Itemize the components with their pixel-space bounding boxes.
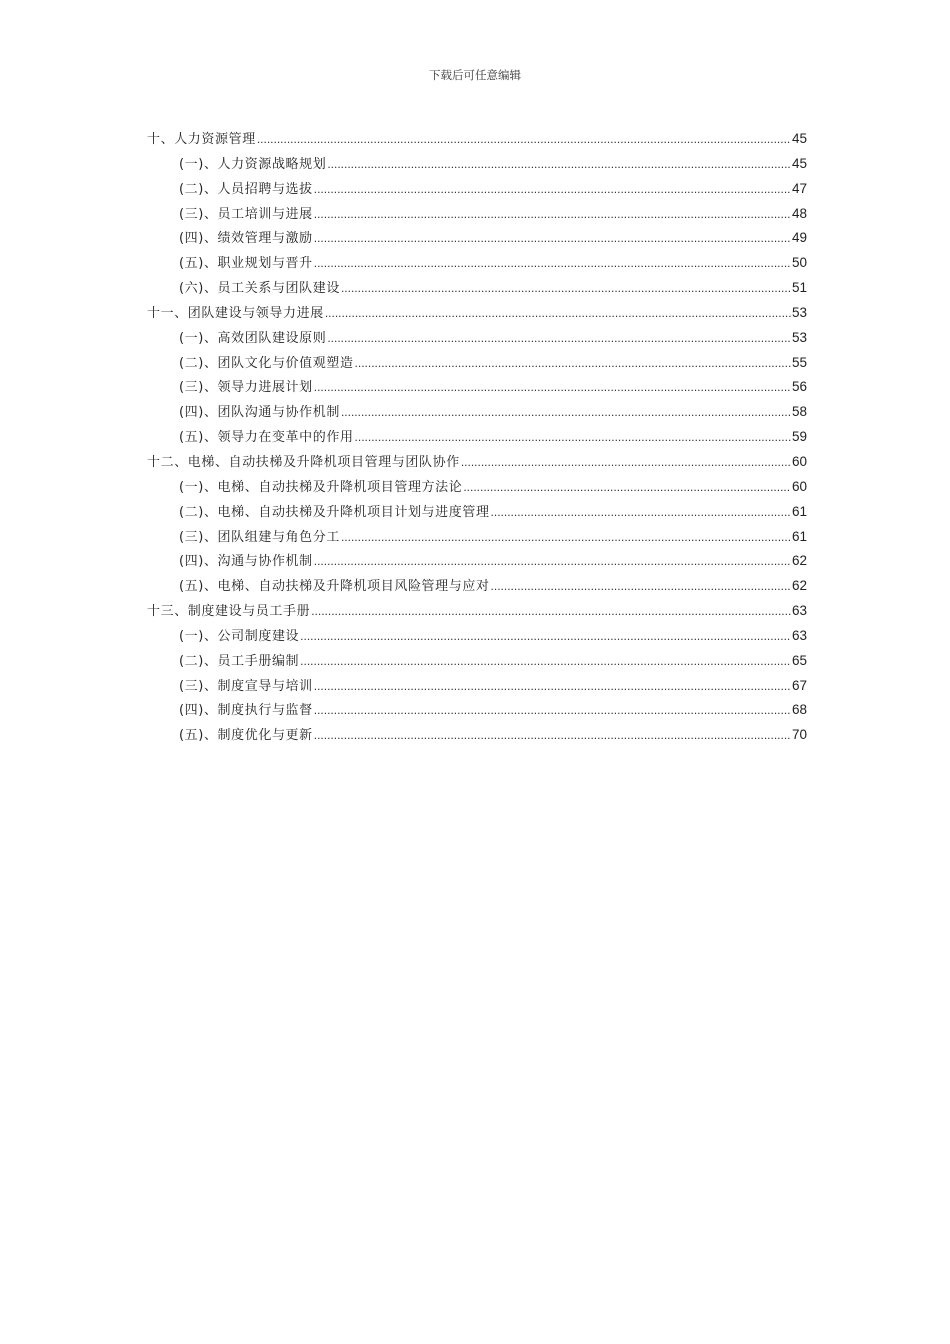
toc-page-number: 65: [791, 652, 807, 668]
toc-chapter-entry[interactable]: [147, 599, 807, 624]
toc-section-entry[interactable]: [147, 624, 807, 649]
toc-chapter-entry[interactable]: [147, 127, 807, 152]
toc-entry-title: (四)、绩效管理与激励: [179, 231, 313, 247]
toc-page-number: 62: [791, 553, 807, 569]
toc-section-entry[interactable]: [147, 375, 807, 400]
toc-dot-leader: [327, 152, 791, 177]
toc-page-number: 58: [791, 404, 807, 420]
toc-section-entry[interactable]: [147, 226, 807, 251]
toc-page-number: 59: [791, 429, 807, 445]
toc-chapter-entry[interactable]: [147, 450, 807, 475]
toc-entry-title: (二)、人员招聘与选拔: [179, 181, 313, 197]
toc-dot-leader: [314, 375, 791, 400]
toc-dot-leader: [314, 549, 791, 574]
toc-dot-leader: [341, 400, 791, 425]
toc-page-number: 49: [791, 230, 807, 246]
toc-page-number: 63: [791, 603, 807, 619]
toc-section-entry[interactable]: [147, 276, 807, 301]
toc-dot-leader: [300, 649, 791, 674]
toc-dot-leader: [355, 425, 791, 450]
toc-section-entry[interactable]: [147, 177, 807, 202]
toc-dot-leader: [314, 674, 791, 699]
toc-page-number: 45: [791, 155, 807, 171]
toc-page-number: 47: [791, 180, 807, 196]
toc-page-number: 48: [791, 205, 807, 221]
toc-page-number: 61: [791, 528, 807, 544]
toc-dot-leader: [311, 599, 791, 624]
toc-entry-title: 十、人力资源管理: [147, 132, 256, 147]
toc-section-entry[interactable]: [147, 425, 807, 450]
toc-entry-title: (二)、团队文化与价值观塑造: [179, 355, 354, 371]
toc-entry-title: 十一、团队建设与领导力进展: [147, 305, 324, 321]
toc-dot-leader: [325, 301, 791, 326]
toc-page-number: 68: [791, 702, 807, 718]
toc-section-entry[interactable]: [147, 723, 807, 748]
toc-section-entry[interactable]: [147, 351, 807, 376]
toc-section-entry[interactable]: [147, 202, 807, 227]
toc-entry-title: (一)、公司制度建设: [179, 628, 300, 644]
toc-entry-title: (五)、制度优化与更新: [179, 728, 313, 744]
toc-page-number: 61: [791, 503, 807, 519]
toc-entry-title: 十二、电梯、自动扶梯及升降机项目管理与团队协作: [147, 454, 460, 470]
toc-dot-leader: [341, 276, 791, 301]
toc-entry-title: (一)、高效团队建设原则: [179, 330, 327, 346]
toc-dot-leader: [491, 500, 791, 525]
toc-section-entry[interactable]: [147, 549, 807, 574]
toc-dot-leader: [257, 127, 791, 152]
toc-dot-leader: [314, 226, 791, 251]
toc-page-number: 70: [791, 727, 807, 743]
toc-dot-leader: [327, 326, 791, 351]
toc-entry-title: (六)、员工关系与团队建设: [179, 281, 340, 297]
toc-page-number: 51: [791, 280, 807, 296]
toc-dot-leader: [463, 475, 791, 500]
toc-section-entry[interactable]: [147, 251, 807, 276]
toc-entry-title: (五)、职业规划与晋升: [179, 256, 313, 272]
toc-entry-title: (五)、电梯、自动扶梯及升降机项目风险管理与应对: [179, 579, 490, 595]
toc-page-number: 56: [791, 379, 807, 395]
toc-entry-title: (四)、制度执行与监督: [179, 703, 313, 719]
toc-section-entry[interactable]: [147, 698, 807, 723]
toc-section-entry[interactable]: [147, 400, 807, 425]
toc-page-number: 50: [791, 255, 807, 271]
toc-page-number: 45: [791, 131, 807, 146]
toc-page-number: 67: [791, 677, 807, 693]
toc-section-entry[interactable]: [147, 525, 807, 550]
toc-section-entry[interactable]: [147, 674, 807, 699]
table-of-contents: [147, 127, 807, 748]
toc-page-number: 55: [791, 354, 807, 370]
toc-section-entry[interactable]: [147, 500, 807, 525]
toc-entry-title: (四)、团队沟通与协作机制: [179, 405, 340, 421]
toc-dot-leader: [461, 450, 791, 475]
toc-dot-leader: [314, 177, 791, 202]
toc-page-number: 53: [791, 304, 807, 320]
toc-section-entry[interactable]: [147, 152, 807, 177]
toc-section-entry[interactable]: [147, 475, 807, 500]
toc-page-number: 62: [791, 578, 807, 594]
toc-entry-title: (二)、电梯、自动扶梯及升降机项目计划与进度管理: [179, 504, 490, 520]
page-header-note: 下载后可任意编辑: [429, 68, 521, 82]
toc-entry-title: (一)、电梯、自动扶梯及升降机项目管理方法论: [179, 479, 463, 495]
toc-dot-leader: [314, 723, 791, 748]
toc-dot-leader: [314, 698, 791, 723]
toc-dot-leader: [300, 624, 791, 649]
toc-entry-title: (三)、团队组建与角色分工: [179, 529, 340, 545]
toc-section-entry[interactable]: [147, 326, 807, 351]
toc-entry-title: (三)、制度宣导与培训: [179, 678, 313, 694]
toc-entry-title: (三)、领导力进展计划: [179, 380, 313, 396]
toc-entry-title: (五)、领导力在变革中的作用: [179, 430, 354, 446]
toc-entry-title: (四)、沟通与协作机制: [179, 554, 313, 570]
toc-entry-title: (一)、人力资源战略规划: [179, 156, 327, 172]
toc-dot-leader: [341, 525, 791, 550]
toc-dot-leader: [314, 251, 791, 276]
toc-entry-title: 十三、制度建设与员工手册: [147, 604, 311, 620]
toc-chapter-entry[interactable]: [147, 301, 807, 326]
toc-section-entry[interactable]: [147, 649, 807, 674]
toc-entry-title: (三)、员工培训与进展: [179, 206, 313, 222]
toc-page-number: 60: [791, 478, 807, 494]
toc-page-number: 53: [791, 329, 807, 345]
toc-section-entry[interactable]: [147, 574, 807, 599]
toc-dot-leader: [314, 202, 791, 227]
toc-dot-leader: [355, 351, 791, 376]
toc-page-number: 63: [791, 627, 807, 643]
toc-dot-leader: [491, 574, 791, 599]
toc-page-number: 60: [791, 453, 807, 469]
toc-entry-title: (二)、员工手册编制: [179, 653, 300, 669]
